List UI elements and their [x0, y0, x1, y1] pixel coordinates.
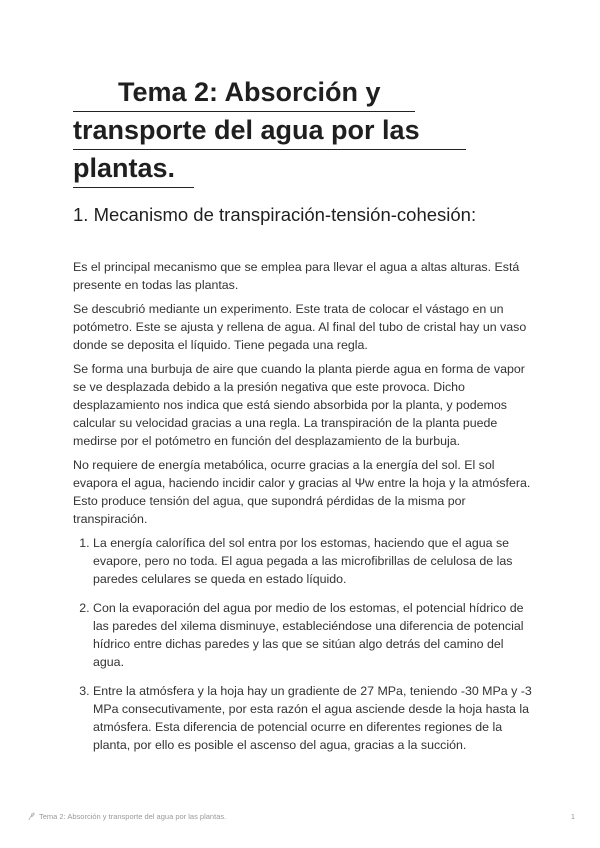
paragraph: Es el principal mecanismo que se emplea para llevar el agua a altas alturas. Está presente en todas las plantas.: [73, 260, 520, 292]
title-line-3: plantas.: [73, 150, 194, 188]
numbered-list: [73, 534, 535, 754]
paragraph: Se forma una burbuja de aire que cuando la planta pierde agua en forma de vapor se ve desplazada debido a la presión negativa que este provoca. Dicho desplazamiento nos indica que está siendo absorbida por la planta, y podemos calcular su velocidad gracias a una regla. La transpiración de la planta puede medirse por el potómetro en función del desplazamiento de la burbuja.: [73, 362, 525, 448]
list-item: 3. Entre la atmósfera y la hoja hay un gradiente de 27 MPa, teniendo -30 MPa y -3 MPa consecutivamente, por esta razón el agua asciende desde la hoja hasta la atmósfera. Esta diferencia de potencial ocurre en diferentes regiones de la planta, por ello es posible el ascenso del agua, gracias a la succión.: [93, 682, 535, 754]
page-footer: [27, 812, 575, 821]
paragraph: Se descubrió mediante un experimento. Este trata de colocar el vástago en un potómetro. Este se ajusta y rellena de agua. Al final del tubo de cristal hay un vaso donde se deposita el líquido. Tiene pegada una regla.: [73, 302, 527, 352]
list-item: 2. Con la evaporación del agua por medio de los estomas, el potencial hídrico de las paredes del xilema disminuye, estableciéndose una diferencia de potencial hídrico entre dichas paredes y las que se sitúan algo detrás del camino del agua.: [93, 599, 535, 671]
page-title: [73, 74, 473, 188]
section-heading: 1. Mecanismo de transpiración-tensión-cohesión:: [73, 204, 477, 225]
title-line-1: Tema 2: Absorción y: [73, 74, 415, 112]
paragraph: No requiere de energía metabólica, ocurre gracias a la energía del sol. El sol evapora el agua, haciendo incidir calor y gracias al Ψw entre la hoja y la atmósfera. Esto produce tensión del agua, que supondrá pérdidas de la misma por transpiración.: [73, 458, 531, 526]
plant-icon: [27, 812, 36, 821]
list-item: 1. La energía calorífica del sol entra por los estomas, haciendo que el agua se evapore, pero no toda. El agua pegada a las microfibrillas de celulosa de las paredes celulares se queda en estado líquido.: [93, 534, 535, 588]
page-number: 1: [570, 812, 575, 821]
title-line-2: transporte del agua por las: [73, 112, 466, 150]
document-body: [73, 258, 535, 765]
footer-text: Tema 2: Absorción y transporte del agua por las plantas.: [39, 812, 227, 821]
